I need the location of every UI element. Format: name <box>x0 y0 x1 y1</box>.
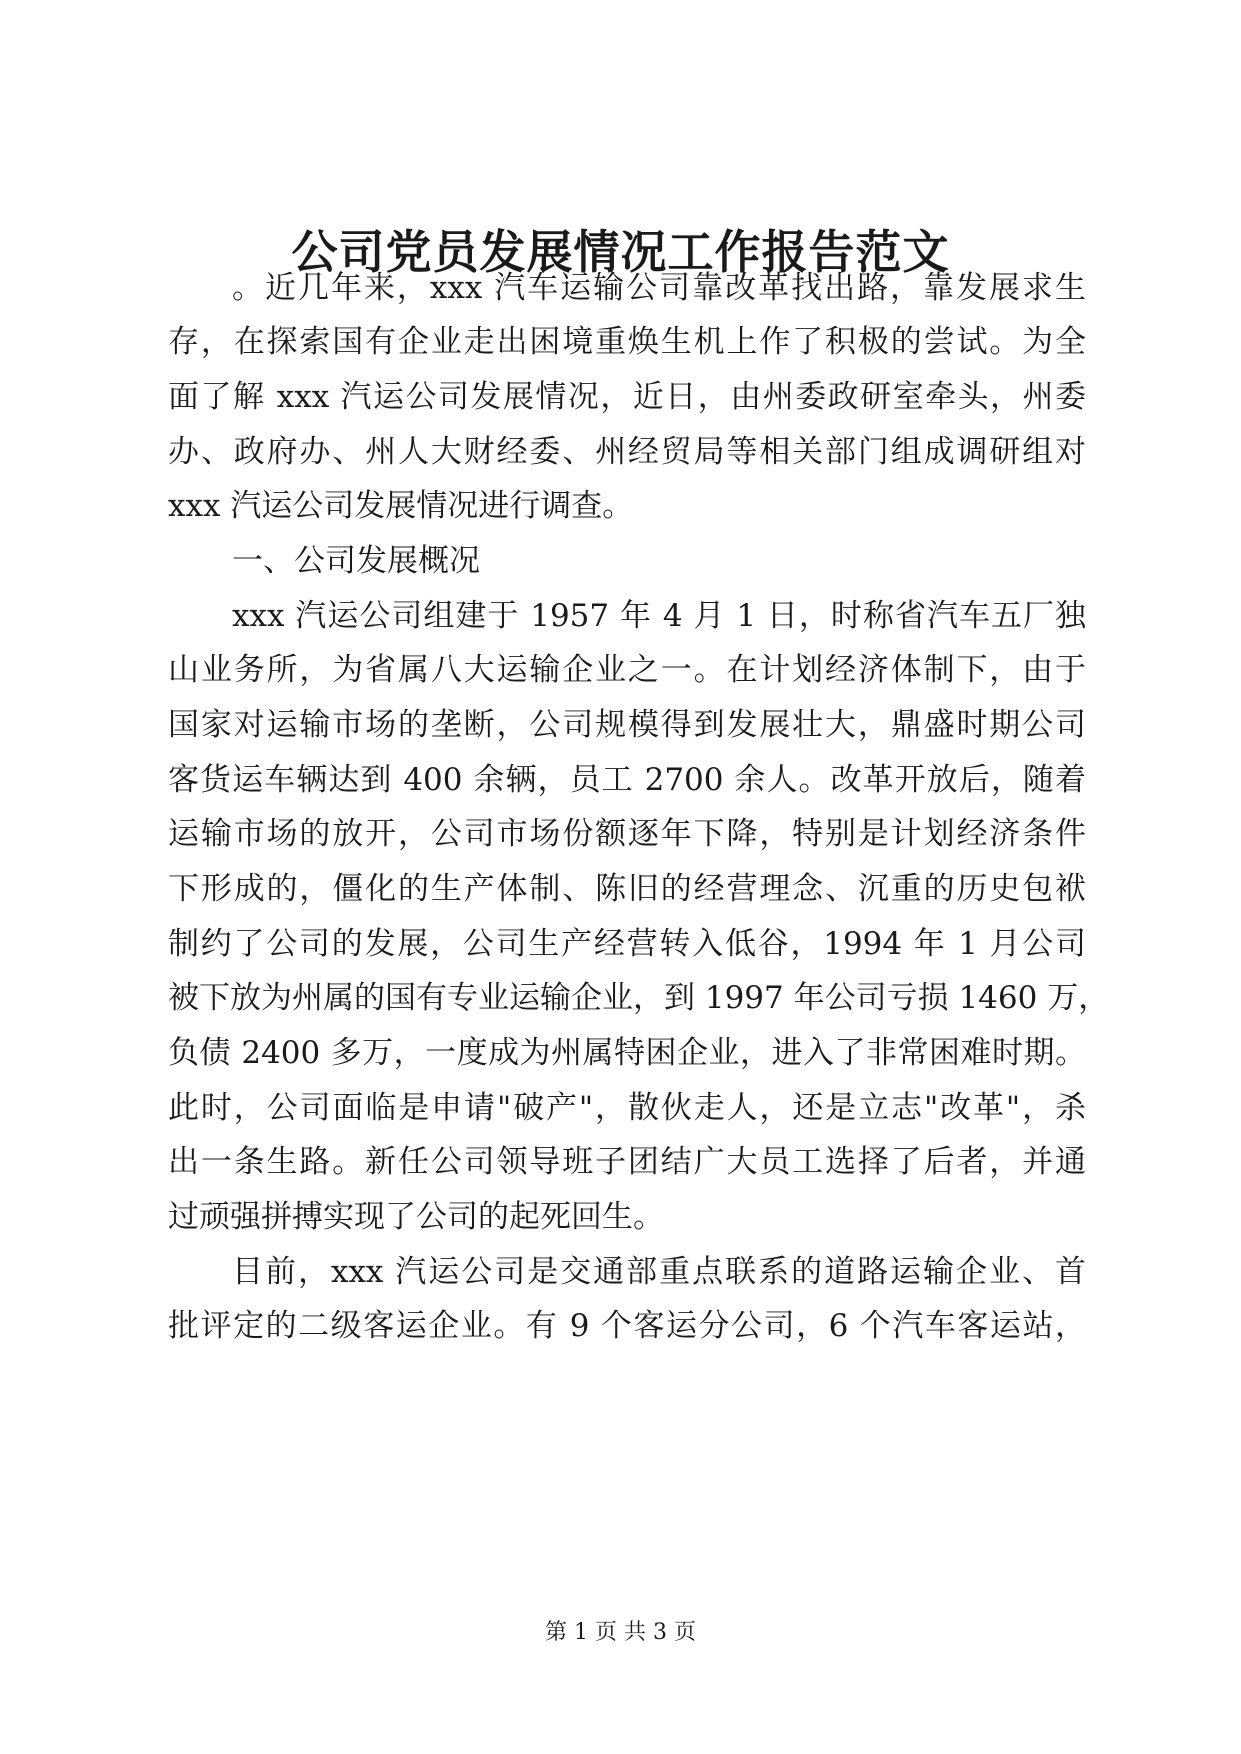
paragraph-line: 制约了公司的发展，公司生产经营转入低谷，1994 年 1 月公司 <box>168 926 1086 962</box>
paragraph-line: 运输市场的放开，公司市场份额逐年下降，特别是计划经济条件 <box>168 816 1086 852</box>
document-title: 公司党员发展情况工作报告范文 <box>291 225 950 279</box>
paragraph-line: 目前，xxx 汽运公司是交通部重点联系的道路运输企业、首 <box>232 1254 1086 1290</box>
paragraph-line: 山业务所，为省属八大运输企业之一。在计划经济体制下，由于 <box>168 652 1086 688</box>
paragraph-line: 负债 2400 多万，一度成为州属特困企业，进入了非常困难时期。 <box>168 1035 1086 1071</box>
paragraph-line: xxx 汽运公司组建于 1957 年 4 月 1 日，时称省汽车五厂独 <box>232 598 1086 634</box>
paragraph-line: 国家对运输市场的垄断，公司规模得到发展壮大，鼎盛时期公司 <box>168 707 1086 743</box>
paragraph-line: 。近几年来，xxx 汽车运输公司靠改革找出路，靠发展求生 <box>232 270 1086 306</box>
paragraph-line: 批评定的二级客运企业。有 9 个客运分公司，6 个汽车客运站， <box>168 1308 1086 1344</box>
paragraph-line: 面了解 xxx 汽运公司发展情况，近日，由州委政研室牵头，州委 <box>168 379 1086 415</box>
paragraph-line: 下形成的，僵化的生产体制、陈旧的经营理念、沉重的历史包袱 <box>168 871 1086 907</box>
paragraph-line: 存，在探索国有企业走出困境重焕生机上作了积极的尝试。为全 <box>168 324 1086 360</box>
paragraph-line: 过顽强拼搏实现了公司的起死回生。 <box>168 1199 664 1235</box>
paragraph-line: 客货运车辆达到 400 余辆，员工 2700 余人。改革开放后，随着 <box>168 762 1086 798</box>
paragraph-line: 出一条生路。新任公司领导班子团结广大员工选择了后者，并通 <box>168 1144 1086 1180</box>
page-footer: 第 1 页 共 3 页 <box>545 1620 696 1645</box>
paragraph-line: 办、政府办、州人大财经委、州经贸局等相关部门组成调研组对 <box>168 434 1086 470</box>
paragraph-line: 此时，公司面临是申请"破产"，散伙走人，还是立志"改革"，杀 <box>168 1090 1086 1126</box>
paragraph-line: xxx 汽运公司发展情况进行调查。 <box>168 488 634 524</box>
section-heading: 一、公司发展概况 <box>232 543 480 579</box>
paragraph-line: 被下放为州属的国有专业运输企业，到 1997 年公司亏损 1460 万， <box>168 980 1110 1016</box>
